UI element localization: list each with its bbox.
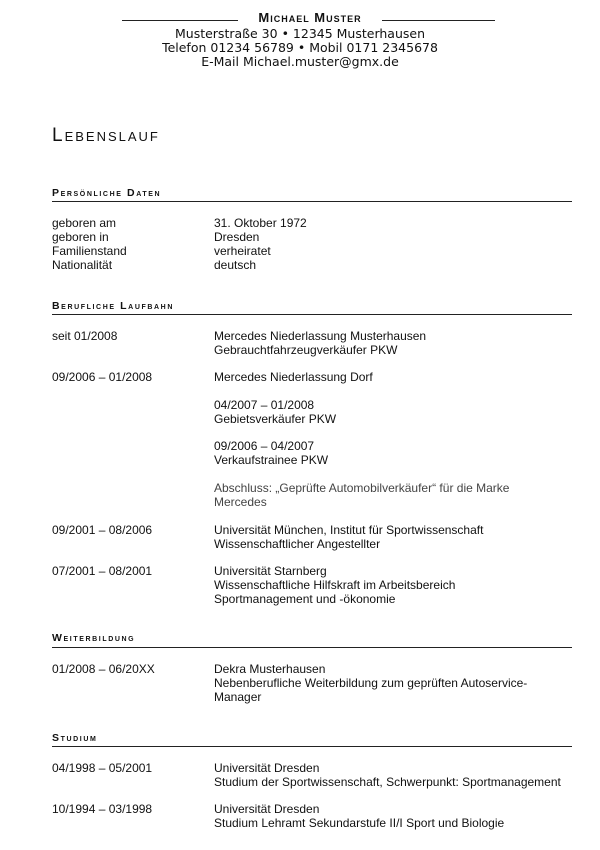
career-subentry-details xyxy=(214,439,572,467)
section-rule-personal xyxy=(52,201,572,202)
career-note-line: Abschluss: „Geprüfte Automobilverkäufer“ für die Marke xyxy=(214,481,510,495)
career-role: Wissenschaftlicher Angestellter xyxy=(214,537,381,551)
personal-label: geboren in xyxy=(52,230,109,244)
personal-value: verheiratet xyxy=(214,244,271,258)
training-institution: Dekra Musterhausen xyxy=(214,662,326,676)
personal-value: 31. Oktober 1972 xyxy=(214,216,307,230)
section-heading-career: Berufliche Laufbahn xyxy=(52,300,174,312)
career-sub-period: 09/2006 – 04/2007 xyxy=(214,439,315,453)
training-description: Manager xyxy=(214,690,262,704)
career-sub-role: Verkaufstrainee PKW xyxy=(214,453,329,467)
section-heading-personal: Persönliche Daten xyxy=(52,187,162,199)
career-note-line: Mercedes xyxy=(214,495,267,509)
personal-label: geboren am xyxy=(52,216,117,230)
personal-label: Familienstand xyxy=(52,244,127,258)
career-period: seit 01/2008 xyxy=(52,329,118,343)
studies-program: Studium der Sportwissenschaft, Schwerpunkt: Sportmanagement xyxy=(214,775,561,789)
studies-period: 04/1998 – 05/2001 xyxy=(52,761,153,775)
career-employer: Mercedes Niederlassung Dorf xyxy=(214,370,373,384)
name-divider-left xyxy=(122,20,238,21)
personal-value: deutsch xyxy=(214,258,257,272)
email-line: E-Mail Michael.muster@gmx.de xyxy=(201,54,399,69)
studies-period: 10/1994 – 03/1998 xyxy=(52,802,153,816)
studies-details xyxy=(214,802,572,830)
personal-label: Nationalität xyxy=(52,258,113,272)
career-details xyxy=(214,564,572,606)
career-employer: Mercedes Niederlassung Musterhausen xyxy=(214,329,427,343)
career-details xyxy=(214,523,572,551)
career-subentry-details xyxy=(214,398,572,426)
section-rule-studies xyxy=(52,746,572,747)
personal-value: Dresden xyxy=(214,230,260,244)
career-sub-role: Gebietsverkäufer PKW xyxy=(214,412,337,426)
section-rule-career xyxy=(52,314,572,315)
name-divider-right xyxy=(382,20,495,21)
training-description: Nebenberufliche Weiterbildung zum geprüften Autoservice- xyxy=(214,676,528,690)
career-period: 09/2006 – 01/2008 xyxy=(52,370,153,384)
career-employer: Universität Starnberg xyxy=(214,564,327,578)
document-title: Lebenslauf xyxy=(52,125,160,146)
studies-details xyxy=(214,761,572,789)
section-heading-studies: Studium xyxy=(52,732,98,744)
studies-institution: Universität Dresden xyxy=(214,802,320,816)
career-role: Sportmanagement und -ökonomie xyxy=(214,592,396,606)
studies-institution: Universität Dresden xyxy=(214,761,320,775)
career-details xyxy=(214,329,572,357)
career-sub-period: 04/2007 – 01/2008 xyxy=(214,398,315,412)
section-rule-training xyxy=(52,647,572,648)
studies-program: Studium Lehramt Sekundarstufe II/I Sport und Biologie xyxy=(214,816,505,830)
address-line: Musterstraße 30 • 12345 Musterhausen xyxy=(174,26,426,41)
career-period: 07/2001 – 08/2001 xyxy=(52,564,153,578)
career-period: 09/2001 – 08/2006 xyxy=(52,523,153,537)
section-heading-training: Weiterbildung xyxy=(52,632,136,644)
career-employer: Universität München, Institut für Sportwissenschaft xyxy=(214,523,484,537)
applicant-name: Michael Muster xyxy=(258,10,362,25)
career-role: Gebrauchtfahrzeugverkäufer PKW xyxy=(214,343,398,357)
phone-line: Telefon 01234 56789 • Mobil 0171 2345678 xyxy=(162,40,438,55)
training-details xyxy=(214,662,572,704)
career-note-text xyxy=(214,481,572,509)
training-period: 01/2008 – 06/20XX xyxy=(52,662,155,676)
career-role: Wissenschaftliche Hilfskraft im Arbeitsbereich xyxy=(214,578,456,592)
